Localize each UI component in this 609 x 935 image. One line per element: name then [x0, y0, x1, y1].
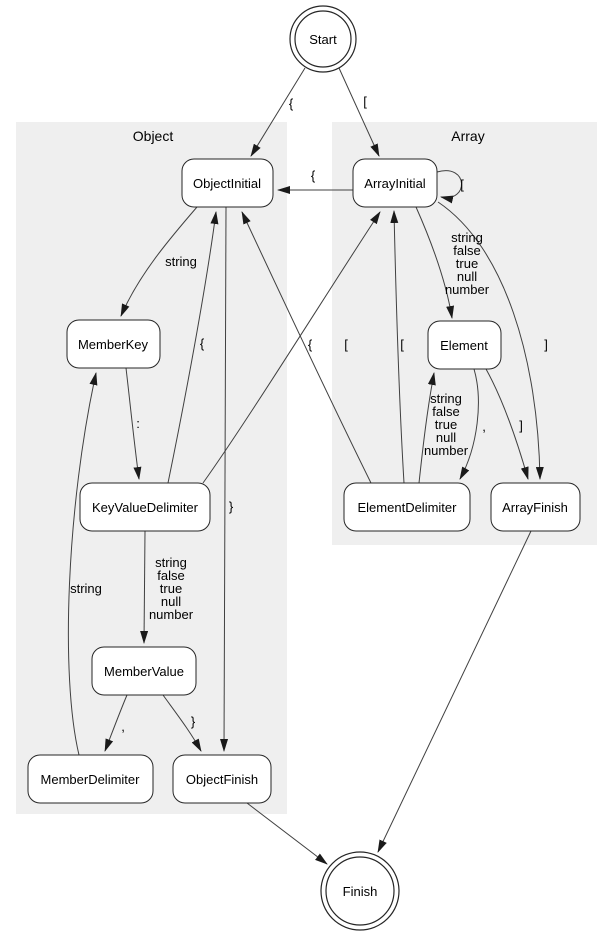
- membervalue-label: MemberValue: [104, 664, 184, 679]
- edge-label-elementdelimiter-to-objectinitial: {: [307, 337, 313, 352]
- edge-label-arrayinitial-to-element-line1: string: [451, 230, 483, 245]
- node-start: [290, 6, 356, 72]
- edge-label-start-to-objectinitial: {: [288, 96, 294, 111]
- edge-label-memberkey-to-keyvaluedelimiter: :: [136, 416, 140, 431]
- edge-label-elementdelimiter-to-element-line5: number: [423, 443, 469, 458]
- edge-label-memberdelimiter-to-memberkey: string: [70, 581, 102, 596]
- node-element: [428, 321, 501, 369]
- edge-label-arrayinitial-to-element-line4: null: [456, 269, 478, 284]
- edge-label-start-to-arrayinitial: [: [363, 94, 367, 109]
- edge-label-objectinitial-to-memberkey: string: [165, 254, 197, 269]
- edge-label-arrayinitial-self-loop: [: [460, 177, 464, 192]
- edge-label-elementdelimiter-to-element-line4: null: [435, 430, 457, 445]
- node-objectinitial: [182, 159, 273, 207]
- edge-label-arrayinitial-to-element-line3: true: [455, 256, 479, 271]
- edge-label-arrayinitial-to-element-line2: false: [453, 243, 481, 258]
- node-arrayfinish: [491, 483, 580, 531]
- node-memberkey: [67, 320, 160, 368]
- object-cluster-title: Object: [132, 128, 174, 144]
- edge-label-keyvaluedelimiter-to-membervalue-line5: number: [148, 607, 194, 622]
- node-keyvaluedelimiter: [80, 483, 210, 531]
- node-memberdelimiter: [28, 755, 153, 803]
- array-cluster-title: Array: [451, 128, 485, 144]
- arrayinitial-label: ArrayInitial: [364, 176, 426, 191]
- memberkey-label: MemberKey: [77, 337, 149, 352]
- node-elementdelimiter: [344, 483, 470, 531]
- edge-label-elementdelimiter-to-element-line2: false: [432, 404, 460, 419]
- edge-label-keyvaluedelimiter-to-objectinitial: {: [199, 336, 205, 351]
- edge-label-element-to-arrayfinish: ]: [519, 418, 523, 433]
- edge-label-membervalue-to-memberdelimiter: ,: [121, 719, 125, 734]
- finish-label: Finish: [342, 884, 378, 899]
- elementdelimiter-label: ElementDelimiter: [357, 500, 457, 515]
- edge-label-keyvaluedelimiter-to-membervalue-line4: null: [160, 594, 182, 609]
- objectinitial-label: ObjectInitial: [193, 176, 261, 191]
- objectfinish-label: ObjectFinish: [185, 772, 259, 787]
- node-membervalue: [92, 647, 196, 695]
- edge-label-elementdelimiter-to-element-line3: true: [434, 417, 458, 432]
- edge-label-arrayinitial-to-objectinitial: {: [310, 168, 316, 183]
- edge-label-elementdelimiter-to-element-line1: string: [430, 391, 462, 406]
- edge-label-keyvaluedelimiter-to-membervalue-line1: string: [155, 555, 187, 570]
- edge-label-elementdelimiter-to-arrayinitial: [: [400, 337, 404, 352]
- memberdelimiter-label: MemberDelimiter: [40, 772, 140, 787]
- edge-label-arrayinitial-to-arrayfinish: ]: [544, 337, 548, 352]
- edge-label-keyvaluedelimiter-to-membervalue-line3: true: [159, 581, 183, 596]
- element-label: Element: [440, 338, 488, 353]
- edge-label-objectinitial-to-objectfinish: }: [228, 499, 234, 514]
- keyvaluedelimiter-label: KeyValueDelimiter: [92, 500, 198, 515]
- node-objectfinish: [173, 755, 271, 803]
- node-arrayinitial: [353, 159, 437, 207]
- start-label: Start: [309, 32, 337, 47]
- arrayfinish-label: ArrayFinish: [502, 500, 568, 515]
- edge-label-keyvaluedelimiter-to-membervalue-line2: false: [157, 568, 185, 583]
- edge-label-arrayinitial-to-element-line5: number: [444, 282, 490, 297]
- edge-label-element-to-elementdelimiter: ,: [482, 419, 486, 434]
- edge-label-keyvaluedelimiter-to-arrayinitial: [: [344, 337, 348, 352]
- node-finish: [321, 852, 399, 930]
- object-cluster: [16, 122, 287, 814]
- edge-arrayfinish-to-finish: [378, 531, 531, 852]
- edge-label-membervalue-to-objectfinish: }: [190, 714, 196, 729]
